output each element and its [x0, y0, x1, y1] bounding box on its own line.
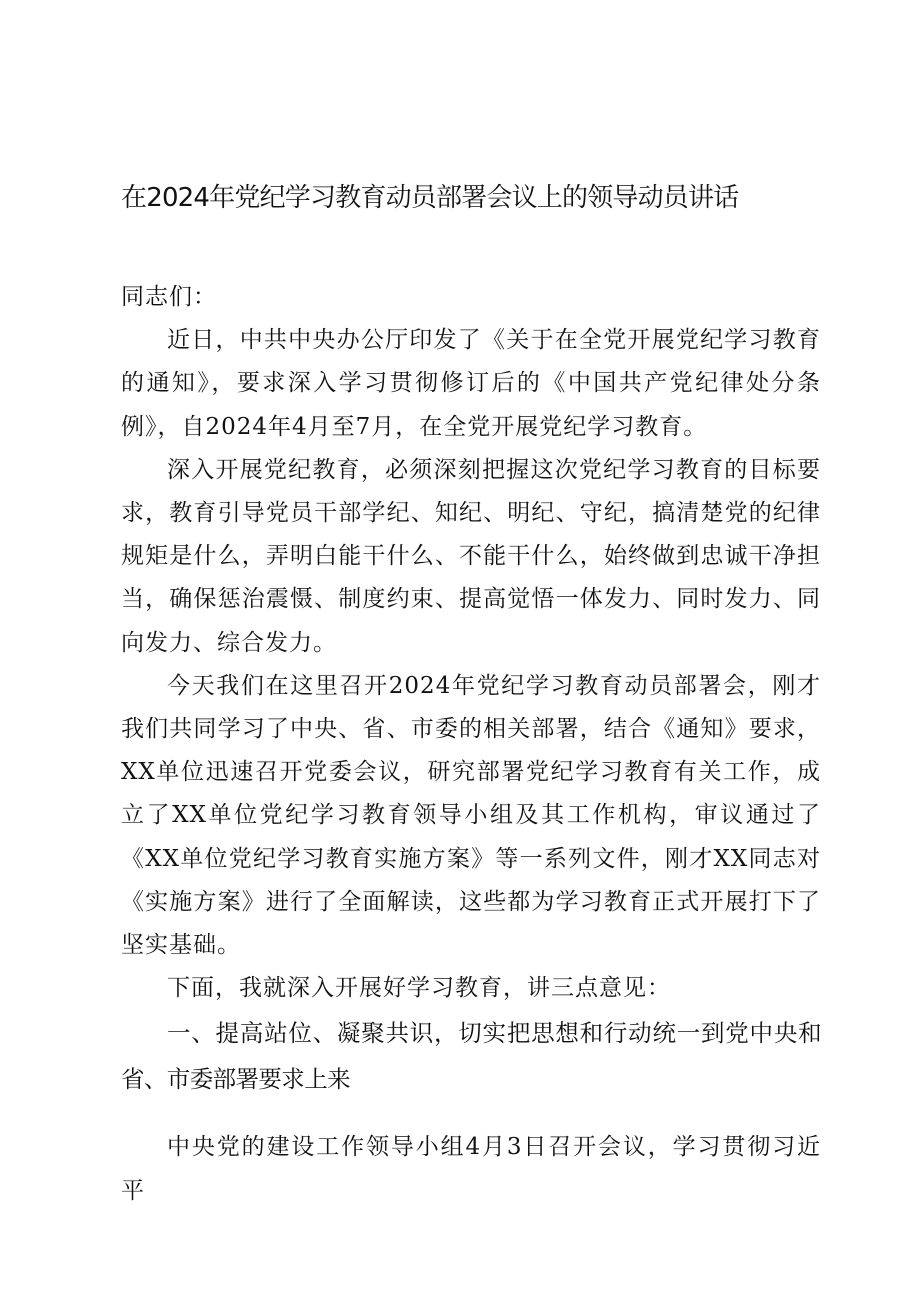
paragraph-meeting-summary: 今天我们在这里召开2024年党纪学习教育动员部署会，刚才我们共同学习了中央、省、市委的相关部署，结合《通知》要求，XX单位迅速召开党委会议，研究部署党纪学习教育有关工作，成立了XX单位党纪学习教育领导小组及其工作机构，审议通过了《XX单位党纪学习教育实施方案》等一系列文件，刚才XX同志对《实施方案》进行了全面解读，这些都为学习教育正式开展打下了坚实基础。 — [121, 672, 821, 959]
paragraph-section-one-start: 中央党的建设工作领导小组4月3日召开会议，学习贯彻习近平 — [121, 1134, 821, 1204]
paragraph-education-goals: 深入开展党纪教育，必须深刻把握这次党纪学习教育的目标要求，教育引导党员干部学纪、知纪、明纪、守纪，搞清楚党的纪律规矩是什么，弄明白能干什么、不能干什么，始终做到忠诚干净担当，确保惩治震慑、制度约束、提高觉悟一体发力、同时发力、同向发力、综合发力。 — [121, 456, 821, 656]
paragraph-three-points-intro: 下面，我就深入开展好学习教育，讲三点意见： — [167, 975, 671, 1002]
section-heading-one: 一、提高站位、凝聚共识，切实把思想和行动统一到党中央和省、市委部署要求上来 — [121, 1019, 821, 1094]
document-title: 在2024年党纪学习教育动员部署会议上的领导动员讲话 — [121, 183, 739, 213]
paragraph-notice: 近日，中共中央办公厅印发了《关于在全党开展党纪学习教育的通知》，要求深入学习贯彻修订后的《中国共产党纪律处分条例》，自2024年4月至7月，在全党开展党纪学习教育。 — [121, 327, 821, 440]
document-body — [121, 276, 821, 1213]
salutation: 同志们： — [121, 284, 217, 310]
